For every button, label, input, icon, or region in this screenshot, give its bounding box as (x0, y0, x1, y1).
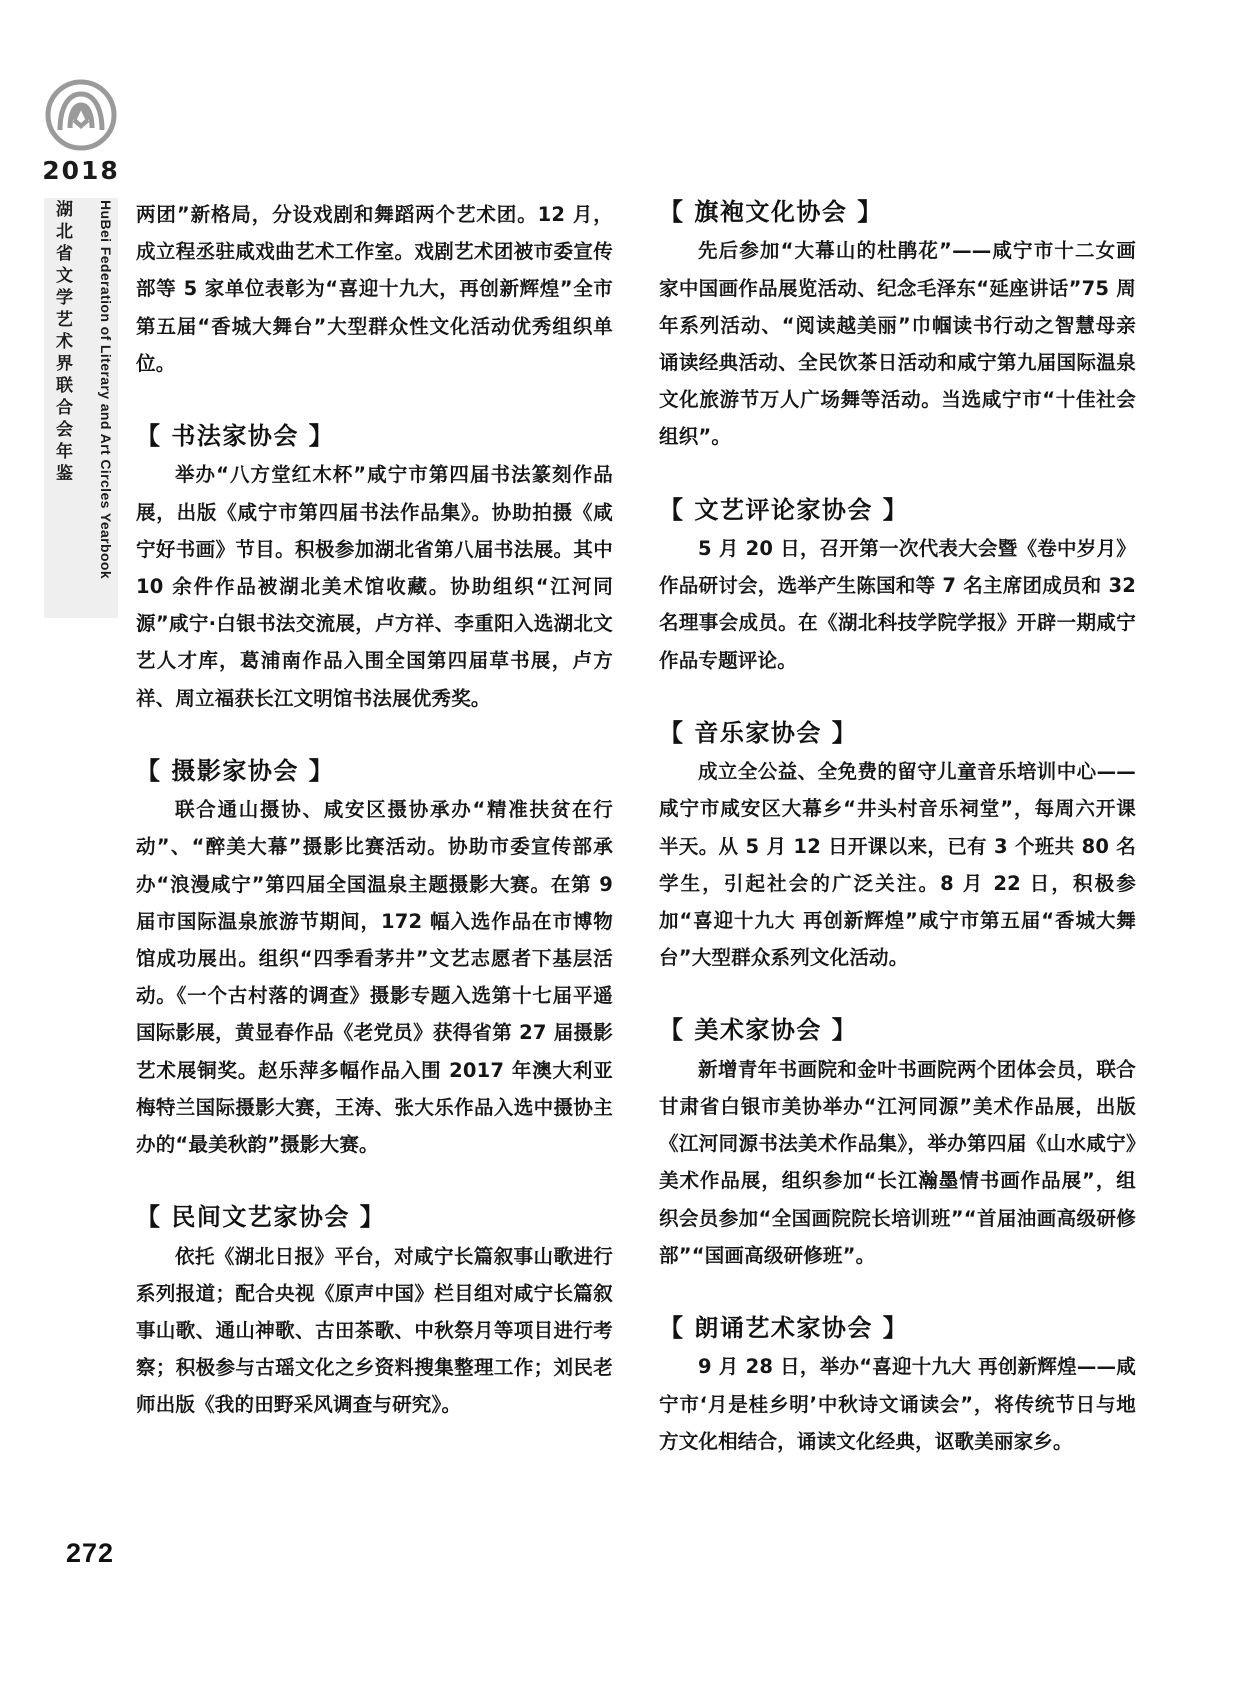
publisher-logo-block (38, 78, 124, 185)
section-body-folk-artists: 依托《湖北日报》平台，对咸宁长篇叙事山歌进行系列报道；配合央视《原声中国》栏目组对咸宁长篇叙事山歌、通山神歌、古田茶歌、中秋祭月等项目进行考察；积极参与古瑶文化之乡资料搜集整理工作；刘民老师出版《我的田野采风调查与研究》。 (136, 1244, 613, 1417)
section-body-calligraphers: 举办“八方堂红木杯”咸宁市第四届书法篆刻作品展，出版《咸宁市第四届书法作品集》。协助拍摄《咸宁好书画》节目。积极参加湖北省第八届书法展。其中 10 余件作品被湖北美术馆收藏。协助组织“江河同源”咸宁·白银书法交流展，卢方祥、李重阳入选湖北文艺人才库，葛浦南作品入围全国第四届草书展，卢方祥、周立福获长江文明馆书法展优秀奖。 (136, 463, 613, 710)
section-body-musicians: 成立全公益、全免费的留守儿童音乐培训中心——咸宁市咸安区大幕乡“井头村音乐祠堂”，每周六开课半天。从 5 月 12 日开课以来，已有 3 个班共 80 名学生，引起社会的广泛关注。8 月 22 日，积极参加“喜迎十九大 再创新辉煌”咸宁市第五届“香城大舞台”大型群众系列文化活动。 (659, 760, 1136, 970)
continued-paragraph: 两团”新格局，分设戏剧和舞蹈两个艺术团。12 月，成立程丞驻咸戏曲艺术工作室。戏剧艺术团被市委宣传部等 5 家单位表彰为“喜迎十九大，再创新辉煌”全市第五届“香城大舞台”大型群众性文化活动优秀组织单位。 (136, 203, 613, 375)
section-body-literary-critics: 5 月 20 日，召开第一次代表大会暨《卷中岁月》作品研讨会，选举产生陈国和等 7 名主席团成员和 32 名理事会成员。在《湖北科技学院学报》开辟一期咸宁作品专题评论。 (659, 537, 1136, 672)
spine-label (44, 198, 118, 618)
section-heading-literary-critics: 【 文艺评论家协会 】 (659, 495, 909, 524)
edition-year: 2018 (42, 156, 120, 185)
section-heading-qipao-culture: 【 旗袍文化协会 】 (659, 198, 883, 226)
section-heading-recitation-artists: 【 朗诵艺术家协会 】 (659, 1314, 909, 1343)
section-heading-fine-artists: 【 美术家协会 】 (659, 1016, 858, 1045)
section-body-qipao-culture: 先后参加“大幕山的杜鹃花”——咸宁市十二女画家中国画作品展览活动、纪念毛泽东“延座讲话”75 周年系列活动、“阅读越美丽”巾帼读书行动之智慧母亲诵读经典活动、全民饮茶日活动和咸宁第九届国际温泉文化旅游节万人广场舞等活动。当选咸宁市“十佳社会组织”。 (659, 239, 1136, 449)
section-body-fine-artists: 新增青年书画院和金叶书画院两个团体会员，联合甘肃省白银市美协举办“江河同源”美术作品展，出版《江河同源书法美术作品集》，举办第四届《山水咸宁》美术作品展，组织参加“长江瀚墨情书画作品展”，组织会员参加“全国画院院长培训班”“首届油画高级研修部”“国画高级研修班”。 (659, 1057, 1136, 1267)
section-heading-photographers: 【 摄影家协会 】 (136, 756, 335, 785)
left-column (136, 196, 613, 1496)
section-heading-folk-artists: 【 民间文艺家协会 】 (136, 1203, 386, 1232)
body-columns (136, 196, 1136, 1496)
page-number: 272 (66, 1538, 115, 1568)
spine-title-english: HuBei Federation of Literary and Art Circles Yearbook (98, 200, 114, 580)
section-heading-musicians: 【 音乐家协会 】 (659, 718, 858, 747)
spine-title-chinese: 湖北省文学艺术界联合会年鉴 (52, 200, 72, 486)
section-body-recitation-artists: 9 月 28 日，举办“喜迎十九大 再创新辉煌——咸宁市‘月是桂乡明’中秋诗文诵读会”，将传统节日与地方文化相结合，诵读文化经典，讴歌美丽家乡。 (659, 1355, 1136, 1453)
federation-emblem-icon (44, 78, 118, 152)
margin-rail (0, 0, 132, 1684)
section-body-photographers: 联合通山摄协、咸安区摄协承办“精准扶贫在行动”、“醉美大幕”摄影比赛活动。协助市委宣传部承办“浪漫咸宁”第四届全国温泉主题摄影大赛。在第 9 届市国际温泉旅游节期间，172 幅入选作品在市博物馆成功展出。组织“四季看茅井”文艺志愿者下基层活动。《一个古村落的调查》摄影专题入选第十七届平遥国际影展，黄显春作品《老党员》获得省第 27 届摄影艺术展铜奖。赵乐萍多幅作品入围 2017 年澳大利亚梅特兰国际摄影大赛，王涛、张大乐作品入选中摄协主办的“最美秋韵”摄影大赛。 (136, 798, 613, 1157)
section-heading-calligraphers: 【 书法家协会 】 (136, 422, 335, 451)
right-column (659, 196, 1136, 1496)
